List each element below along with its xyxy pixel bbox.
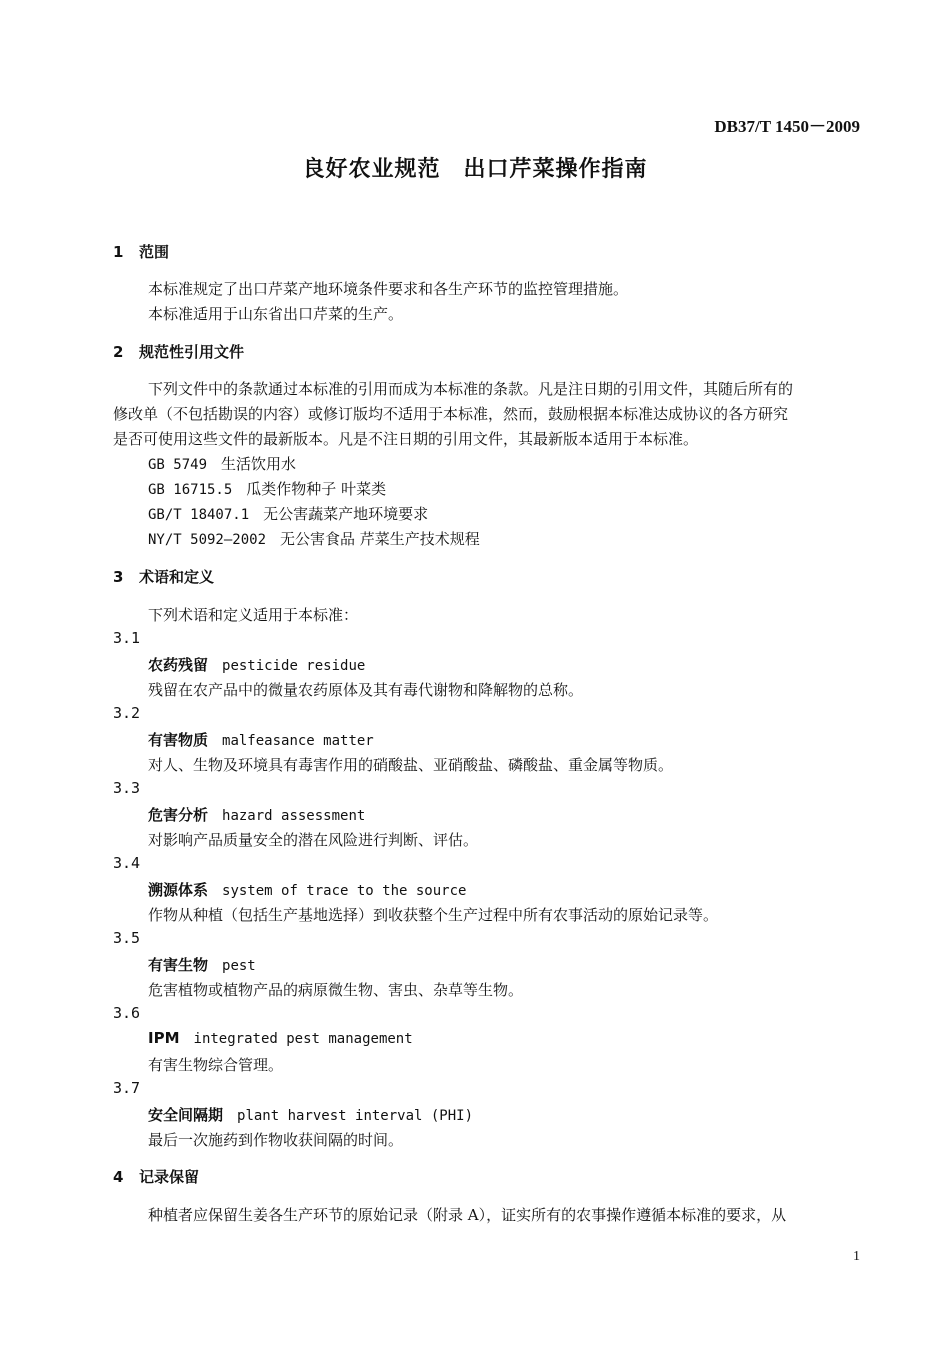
reference-name: 瓜类作物种子 叶菜类: [246, 480, 387, 498]
term-heading: [148, 654, 365, 675]
section-title: 规范性引用文件: [139, 343, 245, 361]
document-title: 良好农业规范 出口芹菜操作指南: [302, 157, 648, 182]
term-heading: [148, 879, 466, 900]
term-definition: 残留在农产品中的微量农药原体及其有毒代谢物和降解物的总称。: [148, 681, 584, 699]
term-number: 3.2: [113, 704, 141, 722]
reference-item: [148, 453, 296, 474]
reference-code: GB/T 18407.1: [148, 507, 250, 523]
reference-name: 无公害蔬菜产地环境要求: [263, 505, 429, 523]
term-heading: [148, 804, 365, 825]
section-2-heading: [113, 341, 244, 362]
reference-code: GB 5749: [148, 457, 208, 473]
term-number: 3.1: [113, 629, 141, 647]
term-heading: [148, 1029, 413, 1047]
term-heading: [148, 1104, 473, 1125]
term-cn: 有害生物: [148, 956, 209, 974]
paragraph-line: 修改单（不包括勘误的内容）或修订版均不适用于本标准，然而，鼓励根据本标准达成协议的各方研究: [113, 405, 789, 423]
section-title: 术语和定义: [139, 568, 215, 586]
term-cn: 农药残留: [148, 656, 209, 674]
term-en: plant harvest interval (PHI): [237, 1108, 474, 1124]
term-en: malfeasance matter: [222, 733, 374, 749]
term-cn: IPM: [148, 1029, 180, 1047]
reference-item: [148, 528, 480, 549]
term-number: 3.6: [113, 1004, 141, 1022]
term-heading: [148, 729, 374, 750]
section-number: 4: [113, 1168, 124, 1186]
section-title: 范围: [139, 243, 170, 261]
paragraph: 本标准适用于山东省出口芹菜的生产。: [148, 305, 404, 323]
section-number: 1: [113, 243, 124, 261]
section-number: 3: [113, 568, 124, 586]
reference-name: 生活饮用水: [221, 455, 297, 473]
term-definition: 有害生物综合管理。: [148, 1056, 284, 1074]
term-en: pest: [222, 958, 256, 974]
standard-number: DB37/T 1450－2009: [714, 117, 860, 136]
section-number: 2: [113, 343, 124, 361]
reference-code: GB 16715.5: [148, 482, 233, 498]
section-title: 记录保留: [139, 1168, 200, 1186]
term-number: 3.5: [113, 929, 141, 947]
section-1-heading: [113, 241, 169, 262]
reference-item: [148, 478, 386, 499]
section-3-heading: [113, 566, 214, 587]
term-definition: 对影响产品质量安全的潜在风险进行判断、评估。: [148, 831, 479, 849]
page-number: 1: [853, 1249, 860, 1264]
term-cn: 安全间隔期: [148, 1106, 224, 1124]
reference-name: 无公害食品 芹菜生产技术规程: [280, 530, 480, 548]
paragraph: 下列术语和定义适用于本标准：: [148, 606, 359, 624]
term-en: hazard assessment: [222, 808, 366, 824]
term-definition: 最后一次施药到作物收获间隔的时间。: [148, 1131, 404, 1149]
term-en: integrated pest management: [193, 1031, 413, 1047]
term-heading: [148, 954, 256, 975]
term-definition: 对人、生物及环境具有毒害作用的硝酸盐、亚硝酸盐、磷酸盐、重金属等物质。: [148, 756, 674, 774]
section-4-heading: [113, 1166, 199, 1187]
paragraph-line: 是否可使用这些文件的最新版本。凡是不注日期的引用文件，其最新版本适用于本标准。: [113, 430, 699, 448]
term-number: 3.3: [113, 779, 141, 797]
paragraph-line: 下列文件中的条款通过本标准的引用而成为本标准的条款。凡是注日期的引用文件，其随后所有的: [148, 380, 794, 398]
reference-item: [148, 503, 428, 524]
paragraph: 种植者应保留生姜各生产环节的原始记录（附录 A），证实所有的农事操作遵循本标准的要求，从: [148, 1206, 787, 1224]
term-en: system of trace to the source: [222, 883, 467, 899]
term-number: 3.7: [113, 1079, 141, 1097]
term-definition: 作物从种植（包括生产基地选择）到收获整个生产过程中所有农事活动的原始记录等。: [148, 906, 719, 924]
reference-code: NY/T 5092—2002: [148, 532, 267, 548]
term-cn: 危害分析: [148, 806, 209, 824]
term-number: 3.4: [113, 854, 141, 872]
term-cn: 有害物质: [148, 731, 209, 749]
paragraph: 本标准规定了出口芹菜产地环境条件要求和各生产环节的监控管理措施。: [148, 280, 629, 298]
term-definition: 危害植物或植物产品的病原微生物、害虫、杂草等生物。: [148, 981, 524, 999]
term-cn: 溯源体系: [148, 881, 209, 899]
term-en: pesticide residue: [222, 658, 366, 674]
